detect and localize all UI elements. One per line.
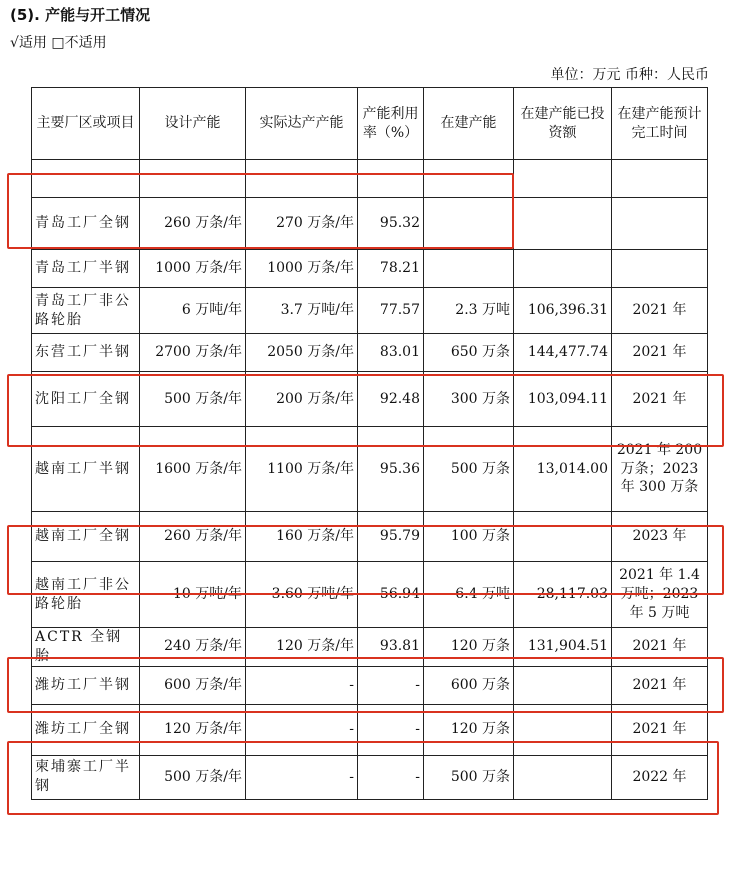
actual-capacity: 160 万条/年: [246, 512, 358, 562]
plant-name: 东营工厂半钢: [32, 334, 140, 372]
completion-time: 2021 年: [612, 628, 708, 667]
header-plant: 主要厂区或项目: [32, 88, 140, 160]
plant-name: 潍坊工厂半钢: [32, 666, 140, 704]
completion-time: [612, 250, 708, 288]
completion-time: 2021 年: [612, 288, 708, 334]
table-row: [32, 704, 708, 755]
plant-name: 潍坊工厂全钢: [32, 704, 140, 755]
utilization-rate: 56.94: [358, 562, 424, 628]
capacity-under-construction: 2.3 万吨: [424, 288, 514, 334]
completion-time: 2021 年: [612, 666, 708, 704]
design-capacity: 1000 万条/年: [140, 250, 246, 288]
table-row: [32, 372, 708, 427]
spacer-cell: [246, 160, 358, 198]
completion-time: [612, 198, 708, 250]
design-capacity: 2700 万条/年: [140, 334, 246, 372]
invested-amount: 103,094.11: [514, 372, 612, 427]
plant-name: 越南工厂全钢: [32, 512, 140, 562]
design-capacity: 240 万条/年: [140, 628, 246, 667]
actual-capacity: 200 万条/年: [246, 372, 358, 427]
spacer-cell: [424, 160, 514, 198]
table-row: [32, 666, 708, 704]
invested-amount: [514, 250, 612, 288]
capacity-under-construction: 500 万条: [424, 427, 514, 512]
table-row: [32, 512, 708, 562]
utilization-rate: 95.79: [358, 512, 424, 562]
plant-name: 青岛工厂非公路轮胎: [32, 288, 140, 334]
utilization-rate: 95.36: [358, 427, 424, 512]
utilization-rate: 83.01: [358, 334, 424, 372]
table-row: [32, 250, 708, 288]
plant-name: ACTR 全钢胎: [32, 628, 140, 667]
plant-name: 青岛工厂半钢: [32, 250, 140, 288]
invested-amount: [514, 666, 612, 704]
table-row: [32, 288, 708, 334]
utilization-rate: -: [358, 704, 424, 755]
table-row: [32, 562, 708, 628]
spacer-cell: [358, 160, 424, 198]
capacity-under-construction: 600 万条: [424, 666, 514, 704]
plant-name: 青岛工厂全钢: [32, 198, 140, 250]
design-capacity: 260 万条/年: [140, 512, 246, 562]
utilization-rate: 77.57: [358, 288, 424, 334]
actual-capacity: -: [246, 704, 358, 755]
invested-amount: 13,014.00: [514, 427, 612, 512]
capacity-under-construction: 100 万条: [424, 512, 514, 562]
actual-capacity: 3.60 万吨/年: [246, 562, 358, 628]
header-invested-amount: 在建产能已投资额: [514, 88, 612, 160]
capacity-under-construction: 500 万条: [424, 755, 514, 799]
actual-capacity: -: [246, 666, 358, 704]
invested-amount: 131,904.51: [514, 628, 612, 667]
utilization-rate: 95.32: [358, 198, 424, 250]
invested-amount: [514, 512, 612, 562]
header-capacity-under-construction: 在建产能: [424, 88, 514, 160]
table-row: [32, 198, 708, 250]
utilization-rate: 93.81: [358, 628, 424, 667]
capacity-table: [31, 87, 708, 800]
spacer-cell: [32, 160, 140, 198]
actual-capacity: -: [246, 755, 358, 799]
header-utilization: 产能利用率（%）: [358, 88, 424, 160]
capacity-under-construction: 120 万条: [424, 628, 514, 667]
section-title: (5). 产能与开工情况: [10, 6, 151, 24]
design-capacity: 500 万条/年: [140, 755, 246, 799]
design-capacity: 6 万吨/年: [140, 288, 246, 334]
design-capacity: 500 万条/年: [140, 372, 246, 427]
actual-capacity: 2050 万条/年: [246, 334, 358, 372]
utilization-rate: 92.48: [358, 372, 424, 427]
table-row: [32, 427, 708, 512]
utilization-rate: 78.21: [358, 250, 424, 288]
completion-time: 2021 年 1.4 万吨；2023 年 5 万吨: [612, 562, 708, 628]
unit-currency-note: 单位：万元 币种：人民币: [550, 67, 709, 83]
plant-name: 越南工厂半钢: [32, 427, 140, 512]
table-row: [32, 334, 708, 372]
actual-capacity: 1100 万条/年: [246, 427, 358, 512]
completion-time: 2021 年: [612, 334, 708, 372]
actual-capacity: 1000 万条/年: [246, 250, 358, 288]
capacity-under-construction: [424, 198, 514, 250]
invested-amount: [514, 704, 612, 755]
utilization-rate: -: [358, 666, 424, 704]
capacity-under-construction: 300 万条: [424, 372, 514, 427]
header-row: [32, 88, 708, 160]
header-completion-time: 在建产能预计完工时间: [612, 88, 708, 160]
design-capacity: 260 万条/年: [140, 198, 246, 250]
capacity-under-construction: 6.4 万吨: [424, 562, 514, 628]
plant-name: 越南工厂非公路轮胎: [32, 562, 140, 628]
utilization-rate: -: [358, 755, 424, 799]
invested-amount: 106,396.31: [514, 288, 612, 334]
completion-time: 2023 年: [612, 512, 708, 562]
design-capacity: 1600 万条/年: [140, 427, 246, 512]
actual-capacity: 270 万条/年: [246, 198, 358, 250]
invested-amount: [514, 198, 612, 250]
applicability-note: √适用 □不适用: [10, 35, 107, 51]
spacer-cell: [140, 160, 246, 198]
completion-time: 2022 年: [612, 755, 708, 799]
completion-time: 2021 年: [612, 372, 708, 427]
spacer-cell: [612, 160, 708, 198]
plant-name: 柬埔寨工厂半钢: [32, 755, 140, 799]
header-design-capacity: 设计产能: [140, 88, 246, 160]
design-capacity: 600 万条/年: [140, 666, 246, 704]
actual-capacity: 3.7 万吨/年: [246, 288, 358, 334]
plant-name: 沈阳工厂全钢: [32, 372, 140, 427]
invested-amount: 28,117.03: [514, 562, 612, 628]
actual-capacity: 120 万条/年: [246, 628, 358, 667]
capacity-under-construction: 650 万条: [424, 334, 514, 372]
table-row: [32, 755, 708, 799]
design-capacity: 120 万条/年: [140, 704, 246, 755]
design-capacity: 10 万吨/年: [140, 562, 246, 628]
spacer-row: [32, 160, 708, 198]
table-row: [32, 628, 708, 667]
completion-time: 2021 年 200 万条；2023 年 300 万条: [612, 427, 708, 512]
invested-amount: [514, 755, 612, 799]
header-actual-capacity: 实际达产产能: [246, 88, 358, 160]
capacity-under-construction: 120 万条: [424, 704, 514, 755]
invested-amount: 144,477.74: [514, 334, 612, 372]
spacer-cell: [514, 160, 612, 198]
capacity-under-construction: [424, 250, 514, 288]
completion-time: 2021 年: [612, 704, 708, 755]
